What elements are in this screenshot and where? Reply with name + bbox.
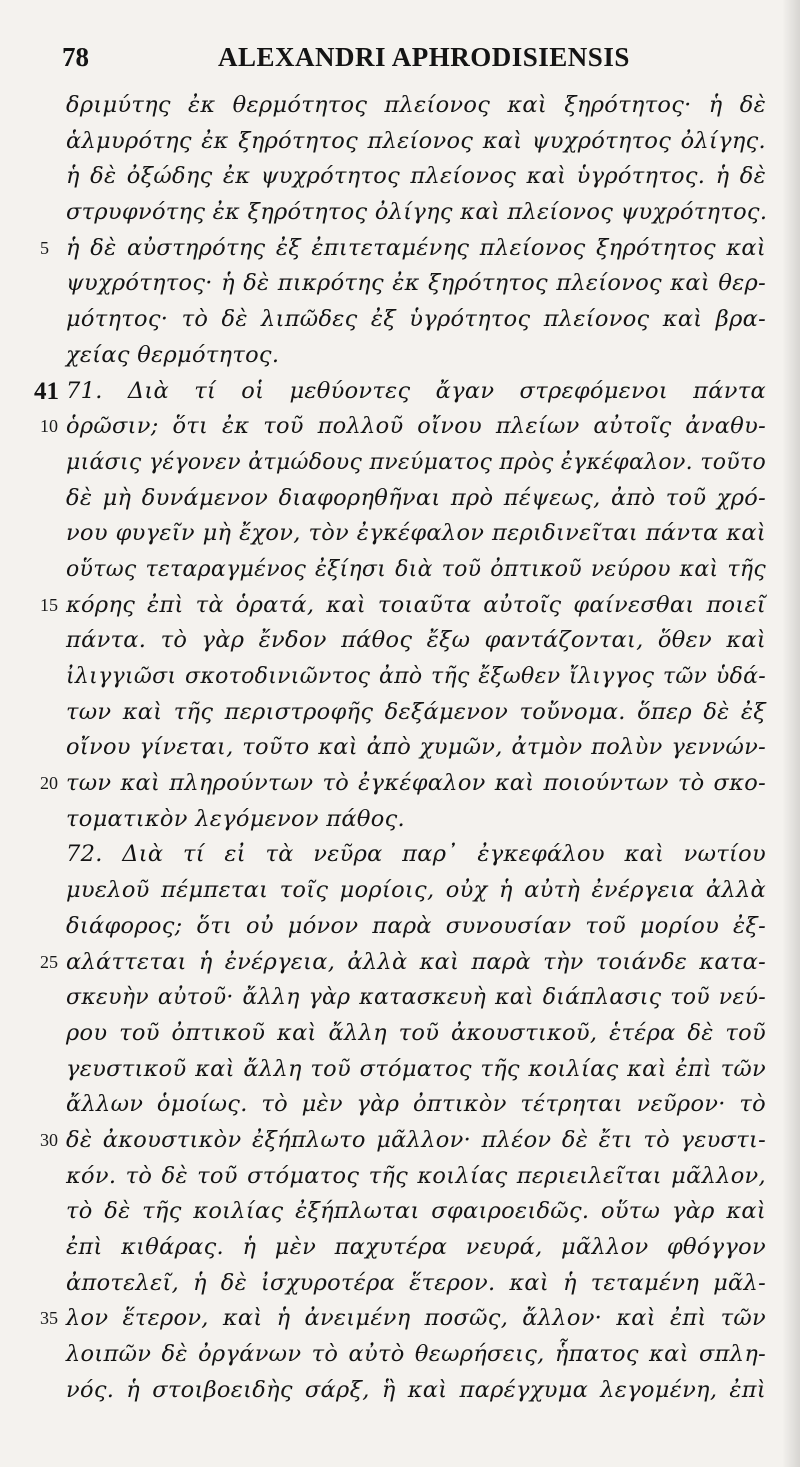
text-line xyxy=(0,552,800,588)
line-text: ἰλιγγιῶσι σκοτοδινιῶντος ἀπὸ τῆς ἔξωθεν ἴλιγγος τῶν ὑδά- xyxy=(66,664,766,689)
text-line xyxy=(0,1301,800,1337)
line-text: πάντα. τὸ γὰρ ἔνδον πάθος ἔξω φαντάζονται, ὅθεν καὶ xyxy=(66,627,766,654)
text-line xyxy=(0,1159,800,1195)
line-number: 30 xyxy=(40,1129,58,1150)
line-text: σκευὴν αὐτοῦ· ἄλλη γὰρ κατασκευὴ καὶ διάπλασις τοῦ νεύ- xyxy=(66,985,766,1011)
text-line xyxy=(0,1123,800,1159)
text-line xyxy=(0,516,800,552)
line-text: λον ἕτερον, καὶ ἡ ἀνειμένη ποσῶς, ἄλλον· καὶ ἐπὶ τῶν xyxy=(66,1305,766,1332)
line-text: ὁρῶσιν; ὅτι ἐκ τοῦ πολλοῦ οἴνου πλείων αὐτοῖς ἀναθυ- xyxy=(66,413,766,440)
text-line xyxy=(0,481,800,517)
line-text: ρου τοῦ ὀπτικοῦ καὶ ἄλλη τοῦ ἀκουστικοῦ, ἑτέρα δὲ τοῦ xyxy=(66,1019,766,1046)
text-line xyxy=(0,945,800,981)
text-line xyxy=(0,1016,800,1052)
text-line xyxy=(0,695,800,731)
text-line xyxy=(0,195,800,231)
line-text: οἴνου γίνεται, τοῦτο καὶ ἀπὸ χυμῶν, ἀτμὸν πολὺν γεννών- xyxy=(66,734,766,761)
line-number: 15 xyxy=(40,594,58,615)
text-line xyxy=(0,837,800,873)
text-line xyxy=(0,588,800,624)
line-number: 10 xyxy=(40,416,58,437)
text-line xyxy=(0,730,800,766)
text-line xyxy=(0,1337,800,1373)
line-text: ἐπὶ κιθάρας. ἡ μὲν παχυτέρα νευρά, μᾶλλον φθόγγον xyxy=(66,1234,766,1260)
line-text: ἡ δὲ αὐστηρότης ἐξ ἐπιτεταμένης πλείονος ξηρότητος καὶ xyxy=(66,234,766,261)
text-line xyxy=(0,409,800,445)
line-text: νου φυγεῖν μὴ ἔχον, τὸν ἐγκέφαλον περιδινεῖται πάντα καὶ xyxy=(66,520,766,547)
line-text: κόρης ἐπὶ τὰ ὁρατά, καὶ τοιαῦτα αὐτοῖς φαίνεσθαι ποιεῖ xyxy=(66,591,766,618)
line-text: μότητος· τὸ δὲ λιπῶδες ἐξ ὑγρότητος πλείονος καὶ βρα- xyxy=(66,306,766,333)
text-line xyxy=(0,374,800,410)
line-text: μιάσις γέγονεν ἀτμώδους πνεύματος πρὸς ἐγκέφαλον. τοῦτο xyxy=(66,449,766,475)
line-text: των καὶ τῆς περιστροφῆς δεξάμενον τοὔνομα. ὅπερ δὲ ἐξ xyxy=(66,698,766,725)
text-line xyxy=(0,1230,800,1266)
running-head: ALEXANDRI APHRODISIENSIS xyxy=(218,42,630,72)
text-line xyxy=(0,159,800,195)
text-line xyxy=(0,338,800,374)
line-text: ἀποτελεῖ, ἡ δὲ ἰσχυροτέρα ἕτερον. καὶ ἡ τεταμένη μᾶλ- xyxy=(66,1269,766,1296)
line-text: ἄλλων ὁμοίως. τὸ μὲν γὰρ ὀπτικὸν τέτρηται νεῦρον· τὸ xyxy=(66,1091,766,1118)
line-number: 5 xyxy=(40,237,49,258)
text-line xyxy=(0,1052,800,1088)
text-line xyxy=(0,623,800,659)
line-text: δὲ ἀκουστικὸν ἐξήπλωτο μᾶλλον· πλέον δὲ ἔτι τὸ γευστι- xyxy=(66,1126,766,1153)
line-text: ἡ δὲ ὀξώδης ἐκ ψυχρότητος πλείονος καὶ ὑγρότητος. ἡ δὲ xyxy=(66,163,766,190)
text-line xyxy=(0,1373,800,1409)
line-text: των καὶ πληρούντων τὸ ἐγκέφαλον καὶ ποιούντων τὸ σκο- xyxy=(66,770,766,797)
line-text: νός. ἡ στοιβοειδὴς σάρξ, ἣ καὶ παρέγχυμα λεγομένη, ἐπὶ xyxy=(66,1376,766,1403)
line-number: 20 xyxy=(40,773,58,794)
text-line xyxy=(0,1266,800,1302)
line-text: 72. Διὰ τί εἰ τὰ νεῦρα παρ᾽ ἐγκεφάλου καὶ νωτίου xyxy=(66,841,766,868)
line-number: 25 xyxy=(40,951,58,972)
line-text: διάφορος; ὅτι οὐ μόνον παρὰ συνουσίαν τοῦ μορίου ἐξ- xyxy=(66,912,766,939)
line-number: 35 xyxy=(40,1308,58,1329)
text-line xyxy=(0,802,800,838)
text-line xyxy=(0,266,800,302)
page-number: 78 xyxy=(62,42,89,72)
text-line xyxy=(0,1087,800,1123)
line-text: στρυφνότης ἐκ ξηρότητος ὀλίγης καὶ πλείονος ψυχρότητος. xyxy=(66,199,768,226)
line-text: αλάττεται ἡ ἐνέργεια, ἀλλὰ καὶ παρὰ τὴν τοιάνδε κατα- xyxy=(66,948,766,975)
text-line xyxy=(0,124,800,160)
text-line xyxy=(0,1194,800,1230)
text-line xyxy=(0,88,800,124)
text-line xyxy=(0,231,800,267)
margin-section-number: 41 xyxy=(34,377,59,405)
line-text: λοιπῶν δὲ ὀργάνων τὸ αὐτὸ θεωρήσεις, ἧπατος καὶ σπλη- xyxy=(66,1341,766,1368)
text-line xyxy=(0,302,800,338)
line-text: τοματικὸν λεγόμενον πάθος. xyxy=(66,805,405,832)
main-text xyxy=(0,88,800,1408)
line-text: γευστικοῦ καὶ ἄλλη τοῦ στόματος τῆς κοιλίας καὶ ἐπὶ τῶν xyxy=(66,1055,766,1082)
line-text: 71. Διὰ τί οἱ μεθύοντες ἄγαν στρεφόμενοι πάντα xyxy=(66,377,766,404)
line-text: ψυχρότητος· ἡ δὲ πικρότης ἐκ ξηρότητος πλείονος καὶ θερ- xyxy=(66,270,766,297)
line-text: χείας θερμότητος. xyxy=(66,341,280,368)
text-line xyxy=(0,766,800,802)
line-text: ἁλμυρότης ἐκ ξηρότητος πλείονος καὶ ψυχρότητος ὀλίγης. xyxy=(66,127,766,154)
line-text: μυελοῦ πέμπεται τοῖς μορίοις, οὐχ ἡ αὐτὴ ἐνέργεια ἀλλὰ xyxy=(66,877,766,904)
text-line xyxy=(0,659,800,695)
page-header xyxy=(0,42,800,82)
line-text: δὲ μὴ δυνάμενον διαφορηθῆναι πρὸ πέψεως, ἀπὸ τοῦ χρό- xyxy=(66,484,766,511)
line-text: κόν. τὸ δὲ τοῦ στόματος τῆς κοιλίας περιειλεῖται μᾶλλον, xyxy=(66,1162,766,1189)
line-text: οὕτως τεταραγμένος ἐξίησι διὰ τοῦ ὀπτικοῦ νεύρου καὶ τῆς xyxy=(66,556,766,582)
line-text: δριμύτης ἐκ θερμότητος πλείονος καὶ ξηρότητος· ἡ δὲ xyxy=(66,92,766,118)
text-line xyxy=(0,873,800,909)
text-line xyxy=(0,980,800,1016)
line-text: τὸ δὲ τῆς κοιλίας ἐξήπλωται σφαιροειδῶς. οὕτω γὰρ καὶ xyxy=(66,1198,766,1225)
text-line xyxy=(0,909,800,945)
text-line xyxy=(0,445,800,481)
